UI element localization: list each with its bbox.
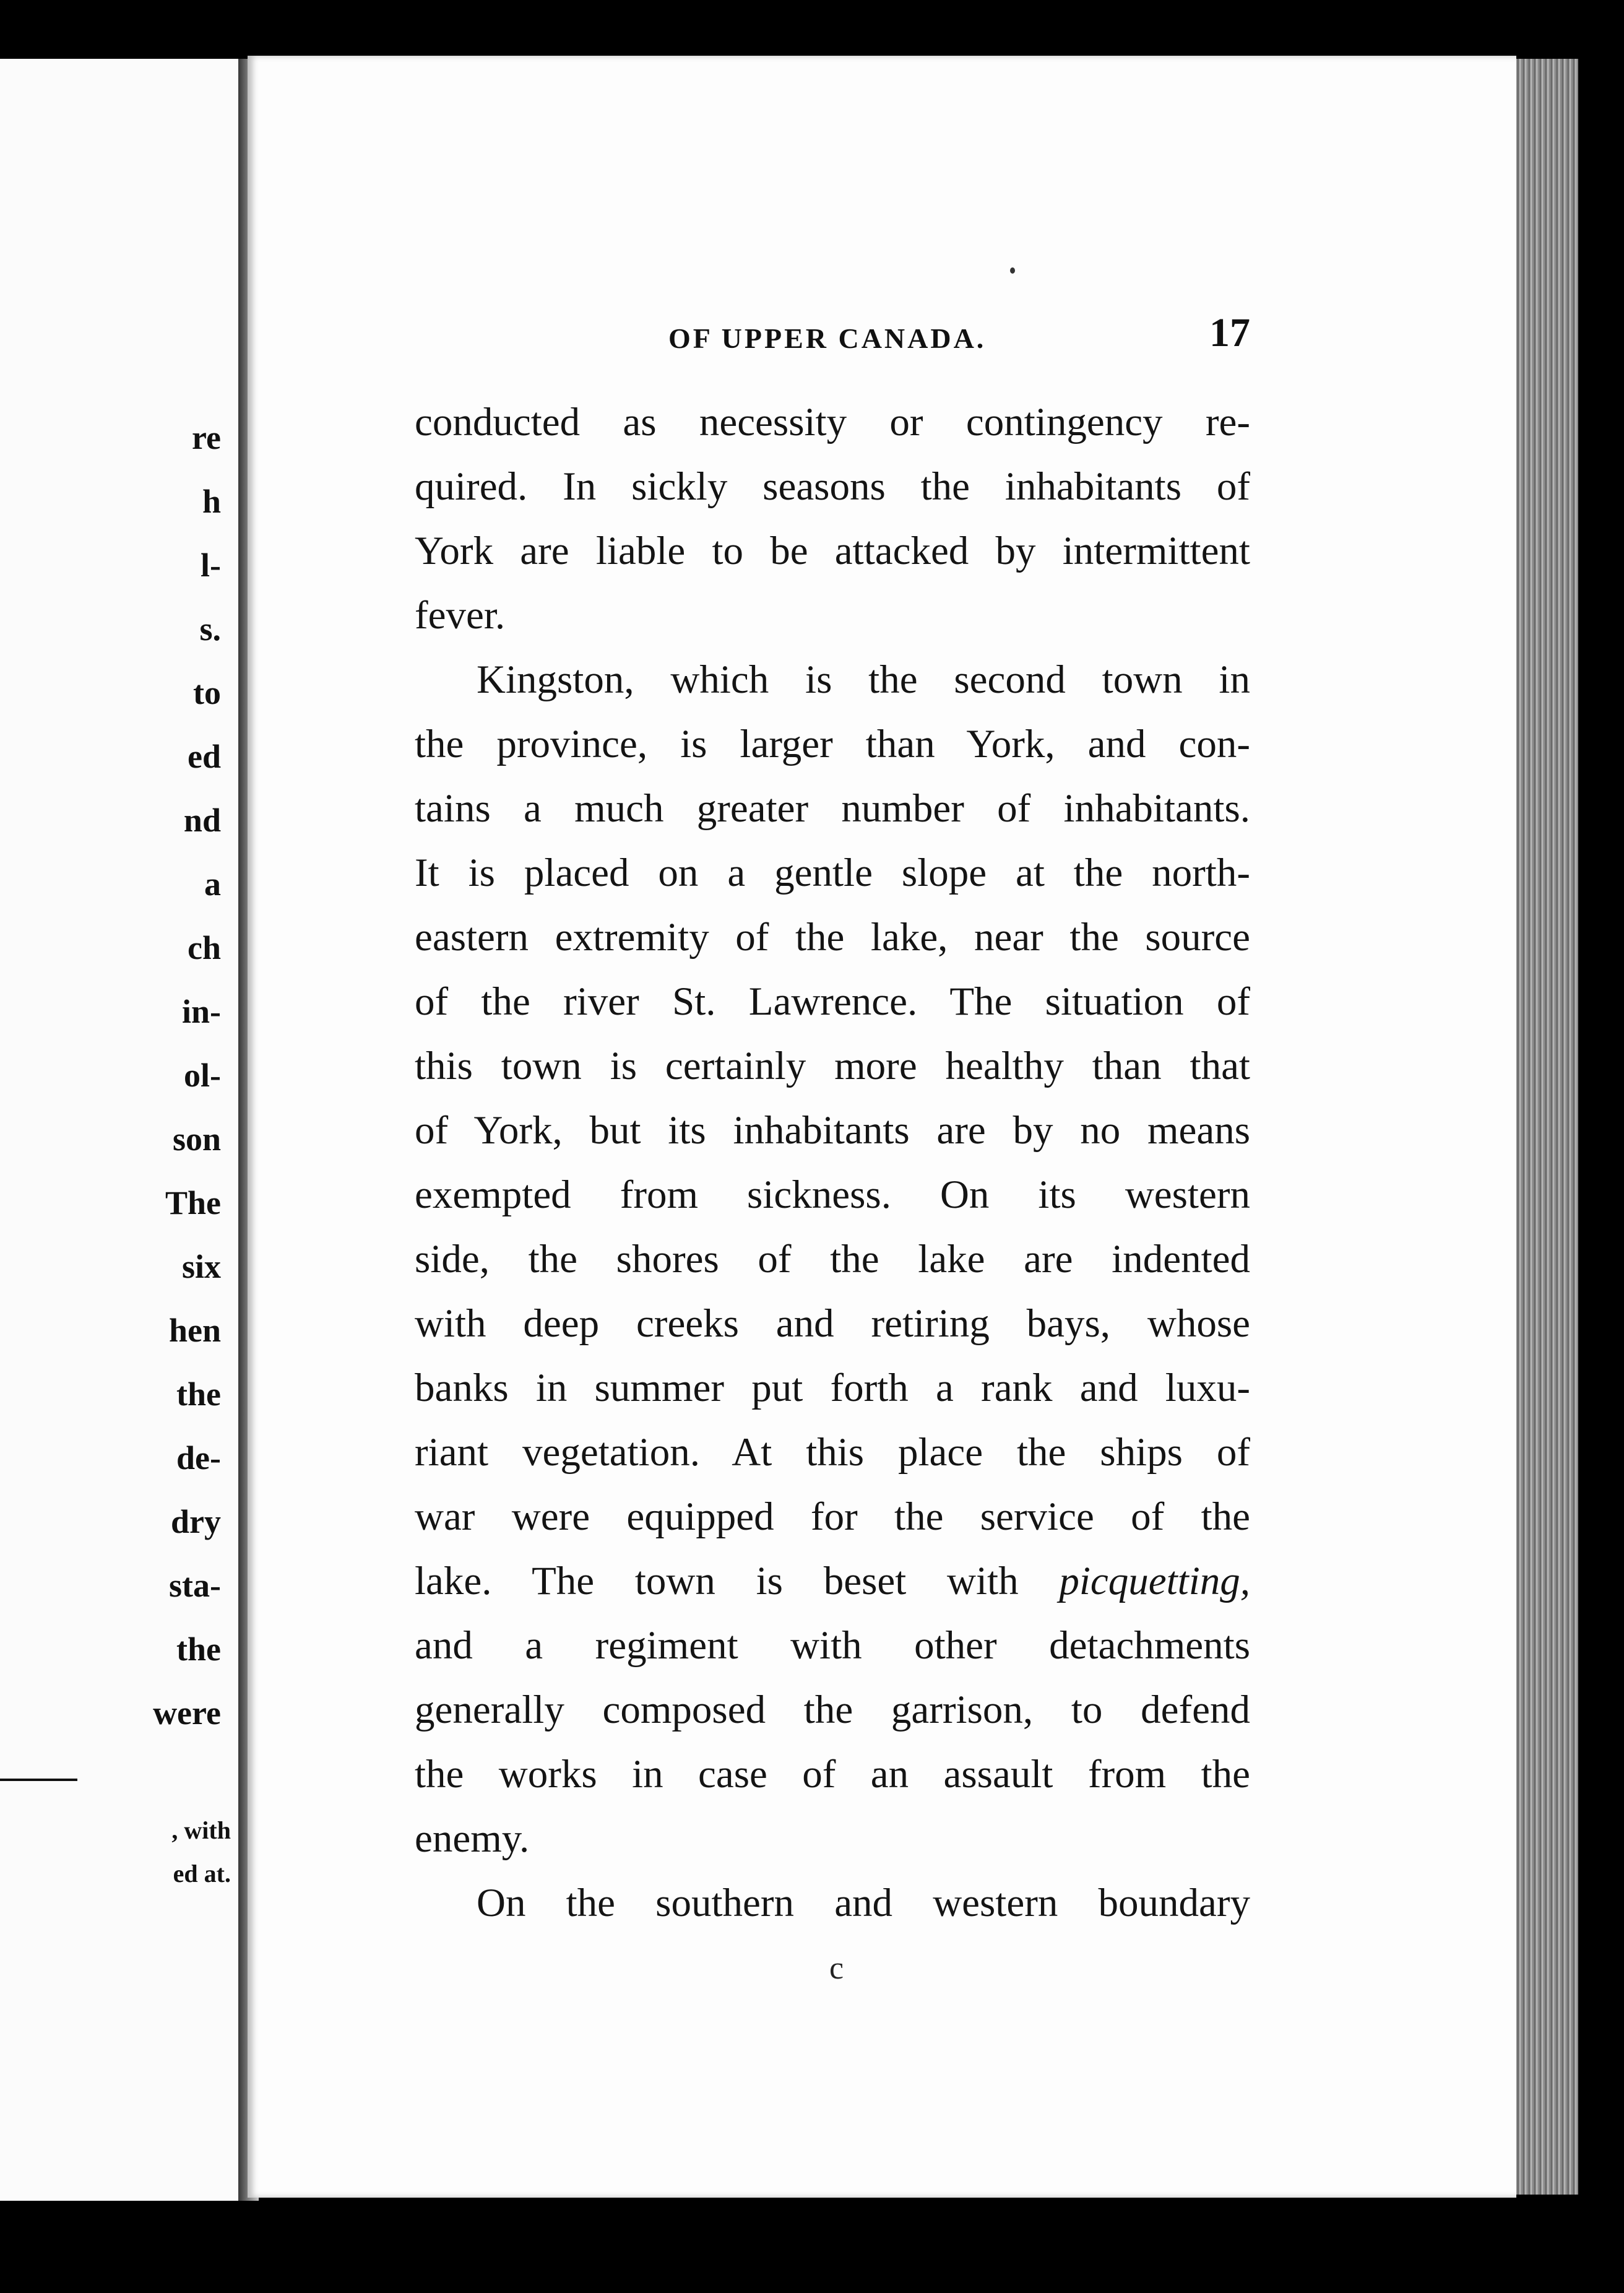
text-line: fever. bbox=[415, 593, 506, 638]
text-line: side, the shores of the lake are indented bbox=[415, 1237, 1250, 1281]
left-page-fragment: dry bbox=[171, 1503, 221, 1540]
left-page-fragment: the bbox=[176, 1376, 221, 1413]
left-footnote-line: , with bbox=[171, 1816, 231, 1844]
left-page-fragment: ol- bbox=[184, 1057, 221, 1094]
running-head: OF UPPER CANADA. bbox=[668, 323, 987, 354]
text-line: the works in case of an assault from the bbox=[415, 1752, 1250, 1797]
text-line: tains a much greater number of inhabitants. bbox=[415, 786, 1250, 831]
body-text bbox=[415, 390, 1250, 1935]
page-edges bbox=[1516, 59, 1578, 2195]
left-page-fragment: ch bbox=[188, 929, 221, 966]
text-line: enemy. bbox=[415, 1816, 530, 1861]
text-line: this town is certainly more healthy than that bbox=[415, 1044, 1250, 1088]
left-page-fragment: re bbox=[192, 419, 221, 456]
signature-mark: c bbox=[829, 1951, 844, 1986]
text-segment: lake. The town is beset with bbox=[415, 1559, 1019, 1603]
text-line: Kingston, which is the second town in bbox=[477, 657, 1250, 702]
text-line: quired. In sickly seasons the inhabitants of bbox=[415, 464, 1250, 509]
left-page-fragment: were bbox=[153, 1694, 221, 1732]
text-line: York are liable to be attacked by intermittent bbox=[415, 529, 1250, 573]
left-page-fragment: in- bbox=[181, 993, 221, 1030]
text-line: of the river St. Lawrence. The situation of bbox=[415, 979, 1250, 1024]
left-page-fragment: hen bbox=[168, 1312, 221, 1349]
italic-word: picquetting, bbox=[1059, 1559, 1250, 1603]
text-line: exempted from sickness. On its western bbox=[415, 1173, 1250, 1217]
text-line: On the southern and western boundary bbox=[477, 1881, 1250, 1925]
text-line: the province, is larger than York, and con- bbox=[415, 722, 1250, 766]
left-page-fragment: h bbox=[202, 483, 221, 520]
text-line: riant vegetation. At this place the ships of bbox=[415, 1430, 1250, 1475]
footnote-rule bbox=[0, 1779, 77, 1781]
page-header bbox=[415, 310, 1250, 359]
left-page bbox=[0, 59, 238, 2201]
page-number: 17 bbox=[1209, 310, 1250, 355]
text-line: and a regiment with other detachments bbox=[415, 1623, 1250, 1668]
left-page-fragment: s. bbox=[199, 610, 221, 648]
left-page-fragment: six bbox=[181, 1248, 221, 1285]
text-line bbox=[415, 1549, 1250, 1613]
left-footnote-line: ed at. bbox=[173, 1860, 231, 1888]
left-page-fragment: son bbox=[172, 1120, 221, 1158]
left-page-fragment: l- bbox=[201, 547, 221, 584]
left-page-fragment: a bbox=[204, 865, 221, 903]
text-line: war were equipped for the service of the bbox=[415, 1494, 1250, 1539]
left-page-fragment: ed bbox=[188, 738, 221, 775]
text-line: It is placed on a gentle slope at the north- bbox=[415, 851, 1250, 895]
text-line: banks in summer put forth a rank and luxu- bbox=[415, 1366, 1250, 1410]
text-line: of York, but its inhabitants are by no means bbox=[415, 1108, 1250, 1153]
left-page-fragment: sta- bbox=[169, 1567, 221, 1604]
text-line: with deep creeks and retiring bays, whose bbox=[415, 1301, 1250, 1346]
left-page-fragment: the bbox=[176, 1631, 221, 1668]
ink-spot bbox=[1010, 267, 1015, 274]
text-line: conducted as necessity or contingency re- bbox=[415, 400, 1250, 444]
text-line: generally composed the garrison, to defend bbox=[415, 1688, 1250, 1732]
text-line: eastern extremity of the lake, near the source bbox=[415, 915, 1250, 960]
left-page-fragment: nd bbox=[183, 802, 221, 839]
left-page-fragment: de- bbox=[176, 1439, 221, 1476]
left-page-fragment: The bbox=[165, 1184, 221, 1221]
left-page-fragment: to bbox=[193, 674, 221, 711]
